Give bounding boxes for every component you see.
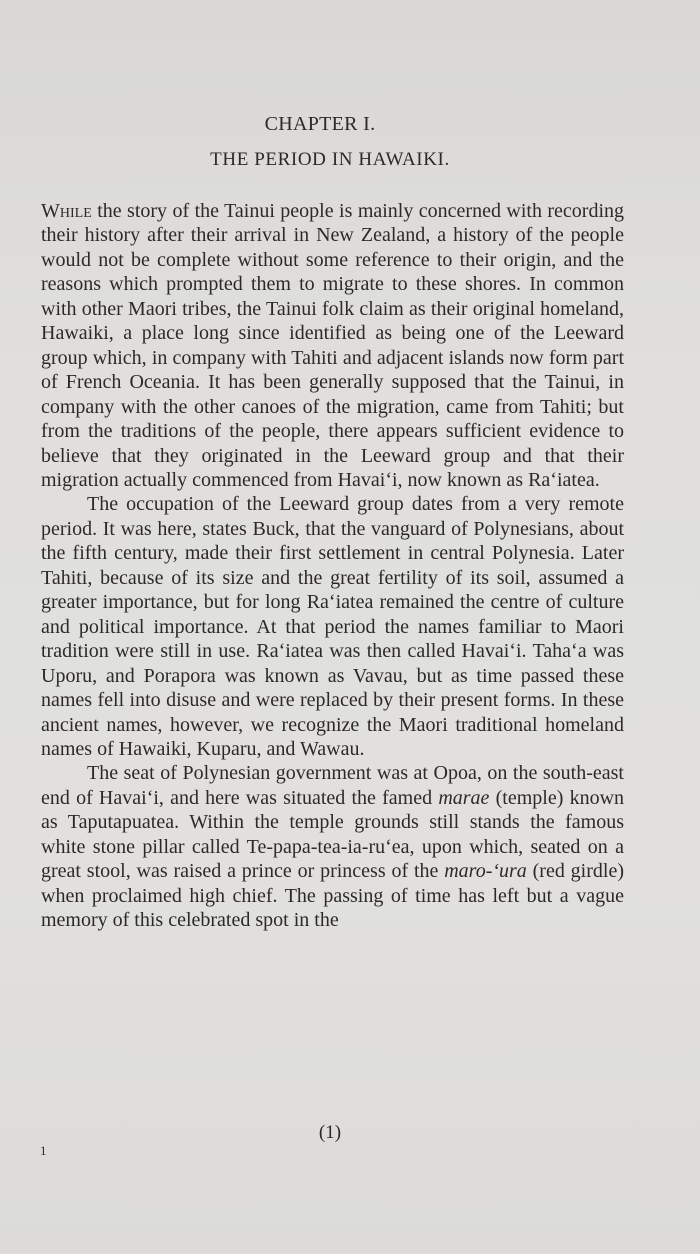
paragraph-3-part-3: (red girdle) when proclaimed high chief. The passing of time has left but a vague memory of this celebrated spot in the — [41, 860, 624, 932]
term-maro-ura: maro-‘ura — [444, 860, 527, 883]
paragraph-3-part-2: (temple) known as Taputapuatea. Within the temple grounds still stands the famous white stone pillar called Te-papa-tea-ia-ru‘ea, upon which, seated on a great stool, was raised a prince or princess of the — [41, 786, 625, 883]
paragraph-2: The occupation of the Leeward group dates from a very remote period. It was here, states Buck, that the vanguard of Polynesians, about the fifth century, made their first settlement in central Polynesia. Later Tahiti, because of its size and the great fertility of its soil, assumed a greater importance, but for long Ra‘iatea remained the centre of culture and political importance. At that period the names familiar to Maori tradition were still in use. Ra‘iatea was then called Havai‘i. Taha‘a was Uporu, and Porapora was known as Vavau, but as time passed these names fell into disuse and were replaced by their present forms. In these ancient names, however, we recognize the Maori traditional homeland names of Hawaiki, Kuparu, and Wawau. — [41, 493, 624, 760]
signature-mark: 1 — [40, 1143, 47, 1158]
chapter-title: THE PERIOD IN HAWAIKI. — [210, 149, 450, 170]
paragraph-3 — [41, 761, 624, 932]
term-marae: marae — [438, 786, 490, 809]
paragraph-1-text: the story of the Tainui people is mainly concerned with recording their history after their arrival in New Zealand, a history of the people would not be complete without some reference to their origin, and the reasons which prompted them to migrate to these shores. In common with other Maori tribes, the Tainui folk claim as their original homeland, Hawaiki, a place long since identified as being one of the Leeward group which, in company with Tahiti and adjacent islands now form part of French Oceania. It has been generally supposed that the Tainui, in company with the other canoes of the migration, came from Tahiti; but from the traditions of the people, there appears sufficient evidence to believe that they originated in the Leeward group and that their migration actually commenced from Havai‘i, now known as Ra‘iatea. — [41, 200, 624, 491]
body-text — [41, 199, 624, 933]
opening-word: While — [41, 200, 92, 222]
paragraph-1 — [41, 199, 624, 492]
page-number: (1) — [318, 1122, 342, 1143]
chapter-number: CHAPTER I. — [264, 113, 376, 135]
paragraph-3-part-1: The seat of Polynesian government was at Opoa, on the south-east end of Havai‘i, and here was situated the famed — [41, 762, 624, 809]
